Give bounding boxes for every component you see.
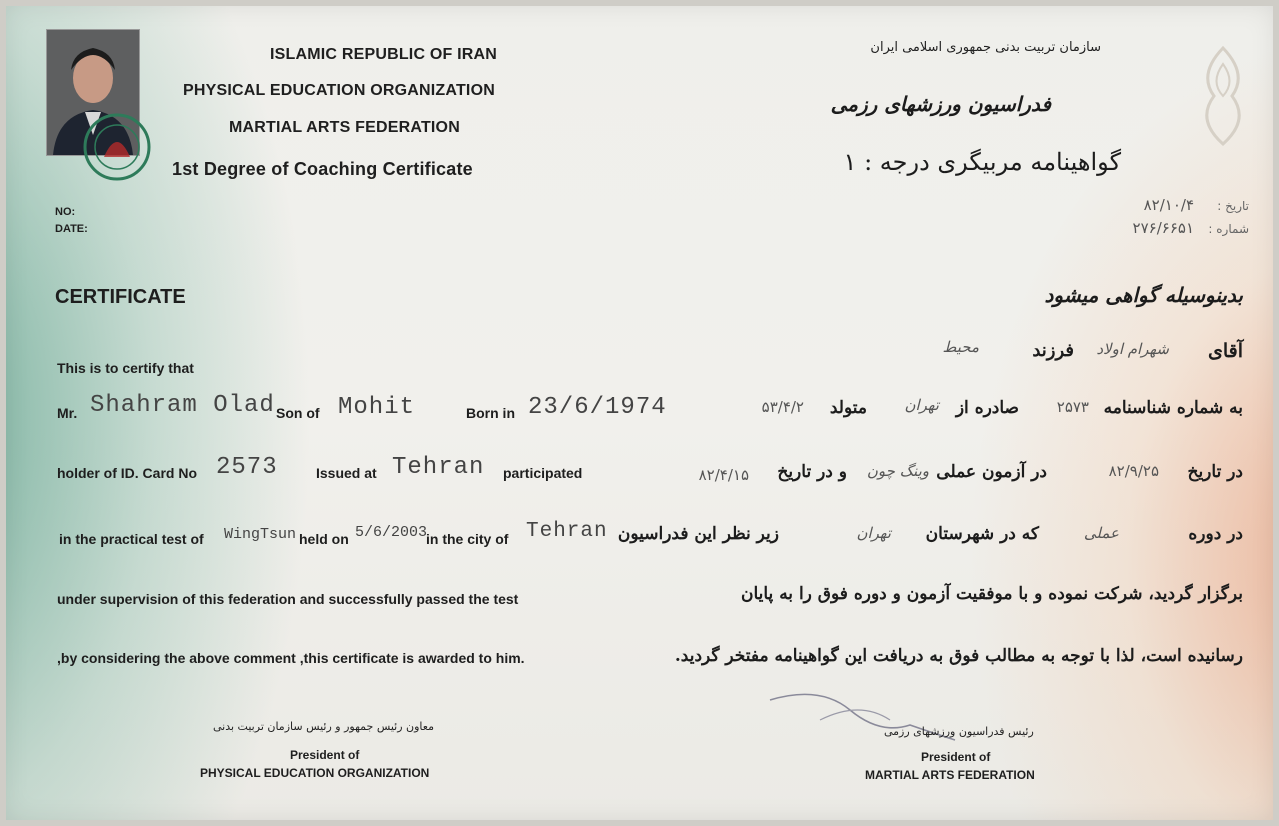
fa-date-label: تاریخ : (1217, 199, 1249, 213)
header-federation: MARTIAL ARTS FEDERATION (229, 119, 460, 136)
date-label: DATE: (55, 223, 88, 235)
fa-issued-label: صادره از (955, 398, 1019, 418)
fa-and-date-label: و در تاریخ (777, 462, 847, 482)
fa-city-value: تهران (856, 524, 891, 542)
city-value: Tehran (526, 520, 608, 543)
father-value: Mohit (338, 394, 416, 421)
certify-line: This is to certify that (57, 360, 194, 376)
left-signatory-title: President of (290, 748, 360, 762)
held-label: held on (299, 531, 349, 547)
name-value: Shahram Olad (90, 392, 275, 419)
header-fa-certificate-type: گواهینامه مربیگری درجه : ۱ (843, 148, 1121, 176)
header-organization: PHYSICAL EDUCATION ORGANIZATION (183, 82, 495, 99)
federation-seal-icon (82, 112, 152, 182)
certificate-title: CERTIFICATE (55, 286, 186, 308)
left-signatory-org: PHYSICAL EDUCATION ORGANIZATION (200, 766, 430, 780)
fa-id-label: به شماره شناسنامه (1103, 398, 1243, 418)
fa-test-label: در آزمون عملی (936, 462, 1047, 482)
born-label: Born in (466, 405, 515, 421)
issued-value: Tehran (392, 454, 485, 481)
right-signatory-fa: رئیس فدراسیون ورزشهای رزمی (884, 725, 1034, 738)
fa-number-label: شماره : (1208, 222, 1249, 236)
right-signatory-org: MARTIAL ARTS FEDERATION (865, 768, 1035, 782)
fa-course-label: در دوره (1188, 524, 1243, 544)
supervision-line: under supervision of this federation and successfully passed the test (57, 591, 519, 607)
born-value: 23/6/1974 (528, 394, 667, 421)
fa-son-of-label: فرزند (1032, 340, 1074, 361)
fa-born-label: متولد (829, 398, 867, 418)
header-certificate-type: 1st Degree of Coaching Certificate (172, 159, 473, 179)
son-of-label: Son of (276, 405, 320, 421)
header-country: ISLAMIC REPUBLIC OF IRAN (270, 46, 498, 63)
fa-course-value: عملی (1083, 524, 1119, 542)
right-signatory-title: President of (921, 750, 991, 764)
emblem-watermark-icon (1192, 44, 1254, 148)
fa-issued-value: تهران (904, 396, 939, 414)
fa-date-label-2: در تاریخ (1187, 462, 1243, 482)
fa-supervision-label: زیر نظر این فدراسیون (617, 524, 779, 544)
fa-date-value: ۸۲/۱۰/۴ (1143, 196, 1194, 214)
fa-held-line: برگزار گردید، شرکت نموده و با موفقیت آزمون و دوره فوق را به پایان (740, 584, 1243, 604)
awarded-line: ,by considering the above comment ,this certificate is awarded to him. (57, 650, 525, 666)
fa-number-value: ۲۷۶/۶۶۵۱ (1132, 219, 1194, 237)
fa-date1-value: ۸۲/۹/۲۵ (1108, 462, 1159, 480)
test-value: WingTsun (224, 526, 297, 543)
city-label: in the city of (426, 531, 509, 547)
signature-mark (760, 680, 960, 750)
fa-certificate-title: بدینوسیله گواهی میشود (1044, 283, 1243, 307)
fa-mr-label: آقای (1207, 340, 1243, 362)
fa-id-value: ۲۵۷۳ (1056, 398, 1089, 416)
mr-label: Mr. (57, 405, 78, 421)
fa-name-value: شهرام اولاد (1096, 340, 1169, 358)
test-label: in the practical test of (59, 531, 204, 547)
issued-label: Issued at (316, 465, 377, 481)
fa-test-value: وینگ چون (866, 462, 929, 480)
header-fa-federation: فدراسیون ورزشهای رزمی (830, 92, 1051, 116)
fa-born-value: ۵۳/۴/۲ (761, 398, 804, 416)
participated-label: participated (503, 465, 583, 481)
left-signatory-fa: معاون رئیس جمهور و رئیس سازمان تربیت بدنی (213, 720, 434, 733)
no-label: NO: (55, 206, 76, 218)
fa-city-label: که در شهرستان (925, 524, 1039, 544)
fa-father-value: محیط (942, 338, 979, 356)
fa-date2-value: ۸۲/۴/۱۵ (698, 466, 749, 484)
held-value: 5/6/2003 (355, 524, 428, 541)
id-value: 2573 (216, 454, 278, 481)
header-fa-organization: سازمان تربیت بدنی جمهوری اسلامی ایران (870, 40, 1101, 55)
fa-awarded-line: رسانیده است، لذا با توجه به مطالب فوق به دریافت این گواهینامه مفتخر گردید. (674, 646, 1243, 666)
id-label: holder of ID. Card No (57, 465, 197, 481)
